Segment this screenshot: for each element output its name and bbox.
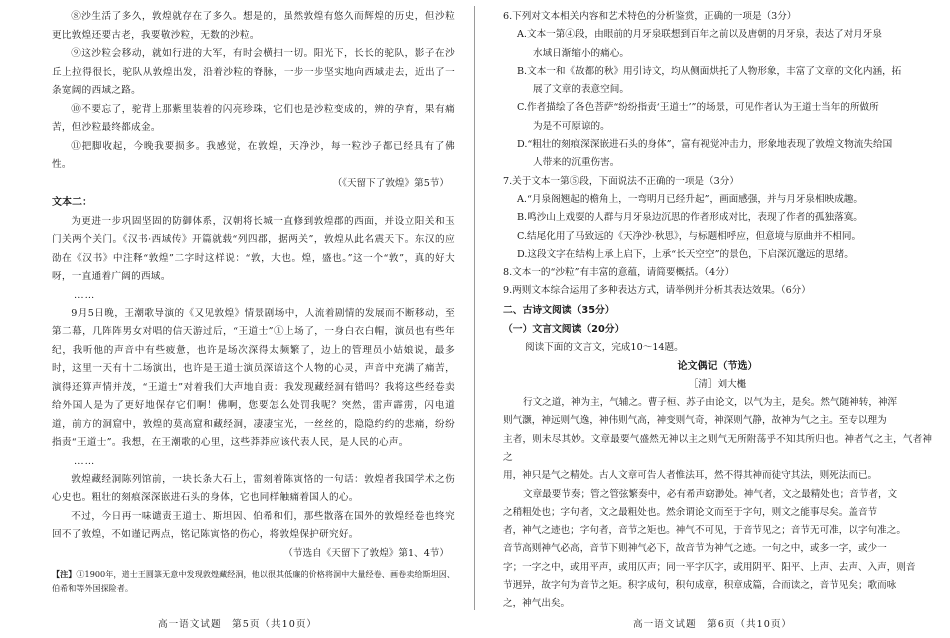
question-6-option-a: A.文本一第④段，由眼前的月牙泉联想到百年之前以及唐朝的月牙泉，表达了对月牙泉 [517, 29, 882, 41]
question-6-option-b-cont: 展了文章的表意空间。 [533, 84, 629, 96]
subsection-1-title: （一）文言文阅读（20分） [503, 323, 625, 335]
right-footer: 高一语文试题 第6页（共10页） [632, 619, 793, 630]
ellipsis-2: …… [74, 455, 96, 467]
text2-paragraph-3: 敦煌藏经洞陈列馆前，一块长条大石上，雷刻着陈寅恪的一句话：敦煌者我国学术之伤心史也。粗壮的刻痕深深嵌进石头的身体，它也同样触痛着国人的心。 [52, 473, 455, 503]
essay-line-2: 则气灏，神远则气逸，神伟则气高，神变则气奇，神深则气静，故神为气之主。至专以理为 [503, 415, 887, 427]
essay-line-1: 行文之道，神为主，气辅之。曹子桓、苏子由论文，以气为主，是矣。然气随神转，神浑 [523, 397, 898, 409]
essay-p2-line-5: 字；一字之中，或用平声，或用仄声；同一平字仄字，或用阴平、阳平、上声、去声、入声，则音 [503, 561, 916, 573]
essay-p2-line-6: 节迥异，故字句为音节之矩。积字成句，积句成章，积章成篇，合而读之，音节见矣；歌而咏 [503, 580, 897, 592]
text2-paragraph-2: 9月5日晚，王潮歌导演的《又见敦煌》情景剧场中，人流着剧情的发展而不断移动，至第二幕，几阵阵男女对唱的信天游过后，“王道士”①上场了，一身白衣白帽，演员也有些年纪，我听他的声音中有些疲惫，也许是场次深得太频繁了，边上的管理员小姑娘说，最多时，这里一天有十二场演出，也许是王道士演员深谙这个人物的心灵，声音中充满了痛苦，演得还算声情并茂，“王道士”对着我们大声地自责：我发现藏经洞有错吗？我将这些经卷卖给外国人是为了更好地保存它们啊！佛啊，您要怎么处罚我呢？突然，雷声霹雳，闪电道道，前方的洞窟中，敦煌的莫高窟和藏经洞，凄凄宝光，一丝丝的，隐隐约约的悲痛，纷纷指责“王道士”。我想，在王潮歌的心里，这些莽莽应该代表人民，是人民的心声。 [52, 307, 455, 448]
text2-title: 文本二： [52, 196, 92, 208]
essay-line-4: 用，神只是气之精处。古人文章可告人者惟法耳，然不得其神而徒守其法，则死法而已。 [503, 470, 878, 482]
essay-author: ［清］刘大櫆 [688, 379, 747, 391]
paragraph-9: ⑨这沙粒会移动，就如行进的大军，有时会横扫一切。阳光下，长长的驼队，影子在沙丘上拉得很长，驼队从敦煌出发，沿着沙粒的脊脉，一步一步坚实地向西域走去，近出了一条宽阔的西域之路。 [52, 48, 455, 96]
essay-line-3 [503, 431, 932, 468]
paragraph-10: ⑩不要忘了，驼背上那紫里装着的闪亮珍珠，它们也是沙粒变成的，辨的孕育，果有痛苦，但沙粒最终都成金。 [52, 103, 455, 133]
text2-paragraph-1: 为更进一步巩固坚固的防御体系，汉朝将长城一直修到敦煌郡的西面，并设立阳关和玉门关两个关门。《汉书·西域传》开篇就载“列四郡，据两关”，敦煌从此名震天下。东汉的应劭在《汉书》中注释“敦煌”二字时这样说：“敦，大也。煌，盛也。”这一个“敦”，真的好大呀，一直通着广阔的西域。 [52, 215, 455, 282]
ellipsis-1: …… [74, 289, 96, 301]
paragraph-8: ⑧沙生活了多久，敦煌就存在了多久。想是的，虽然敦煌有悠久而辉煌的历史，但沙粒更比敦煌还要古老，我要敬沙粒，无数的沙粒。 [52, 11, 455, 41]
footnote [52, 567, 455, 596]
question-8: 8.文本一的“沙粒”有丰富的意蕴，请简要概括。（4分） [503, 267, 735, 279]
question-6-option-c: C.作者描绘了各色菩萨“纷纷指责‘王道士’”的场景，可见作者认为王道士当年的所做所 [517, 102, 879, 114]
essay-p2-line-1: 文章最要节奏；管之管弦繁奏中，必有希声窈渺处。神气者，文之最精处也；音节者，文 [523, 488, 898, 500]
essay-p2-line-3: 者，神气之迹也；字句者，音节之矩也。神气不可见，于音节见之；音节无可准，以字句准之。 [503, 525, 906, 537]
question-6-option-c-cont: 为是不可原谅的。 [533, 120, 610, 132]
essay-p2-line-4: 音节高则神气必高，音节下则神气必下，故音节为神气之迹。一句之中，或多一字，或少一 [503, 543, 887, 555]
question-7-option-b: B.鸣沙山上戏耍的人群与月牙泉边沉思的作者形成对比，表现了作者的孤独落寞。 [517, 212, 863, 224]
question-7-stem: 7.关于文本一第⑤段，下面说法不正确的一项是（3分） [503, 175, 739, 187]
question-6-option-a-cont: 水域日渐缩小的痛心。 [533, 47, 629, 59]
essay-title: 论文偶记（节选） [677, 361, 758, 373]
question-6-option-d: D.“粗壮的刻痕深深嵌进石头的身体”，富有视觉冲击力，形象地表现了敦煌文物流失给国 [517, 139, 893, 151]
essay-p2-line-2: 之稍粗处也；字句者，文之最粗处也。然余谓论文而至于字句，则文之能事尽矣。盖音节 [503, 506, 878, 518]
essay-p2-line-7: 之，神气出矣。 [503, 598, 571, 610]
footnote-label: 【注】 [52, 568, 77, 579]
question-7-option-d: D.这段文字在结构上承上启下，上承“长天空空”的景色，下启深沉邈远的思绪。 [517, 248, 854, 260]
source-text2: （节选自《天留下了敦煌》第1、4节） [283, 547, 449, 559]
question-9: 9.两则文本综合运用了多种表达方式，请举例并分析其表达效果。（6分） [503, 285, 811, 297]
text2-paragraph-4: 不过，今日再一味谴责王道士、斯坦因、伯希和们，那些散落在国外的敦煌经卷也终究回不了敦煌，不如谨记两点，铭记陈寅恪的伤心，将敦煌保护研究好。 [52, 510, 455, 540]
question-7-option-a: A.“月泉阁翘起的檐角上，一弯明月已经升起”，画面感强，并与月牙泉相映成趣。 [517, 193, 863, 205]
left-footer: 高一语文试题 第5页（共10页） [157, 619, 318, 630]
question-6-option-b: B.文本一和《故都的秋》用引诗文，均从侧面烘托了人物形象，丰富了文章的文化内涵，拓 [517, 65, 902, 77]
question-7-option-c: C.结尾化用了马致远的《天净沙·秋思》，与标题相呼应，但意境与原曲并不相同。 [517, 230, 862, 242]
paragraph-11: ⑪把脚收起，今晚我要损多。我感觉，在敦煌，天净沙，每一粒沙子都已经具有了佛性。 [52, 140, 455, 170]
essay-line-3-text: 主者，则未尽其妙。文章最要气盛然无神以主之则气无所附荡乎不知其所归也。神者气之主，气者神之 [503, 433, 932, 463]
section-2-title: 二、古诗文阅读（35分） [503, 304, 615, 316]
question-6-stem: 6.下列对文本相关内容和艺术特色的分析鉴赏，正确的一项是（3分） [503, 11, 797, 22]
footnote-text: ①1900年，道士王圆箓无意中发现敦煌藏经洞，他以很其低廉的价格将洞中大量经卷、画卷卖给斯坦因、伯希和等外国探险者。 [52, 568, 455, 593]
right-page [475, 0, 950, 638]
question-6-option-d-cont: 人带来的沉重伤害。 [533, 157, 620, 169]
reading-instruction: 阅读下面的文言文，完成10～14题。 [525, 341, 684, 353]
source-text1: （《天留下了敦煌》第5节） [332, 177, 449, 189]
